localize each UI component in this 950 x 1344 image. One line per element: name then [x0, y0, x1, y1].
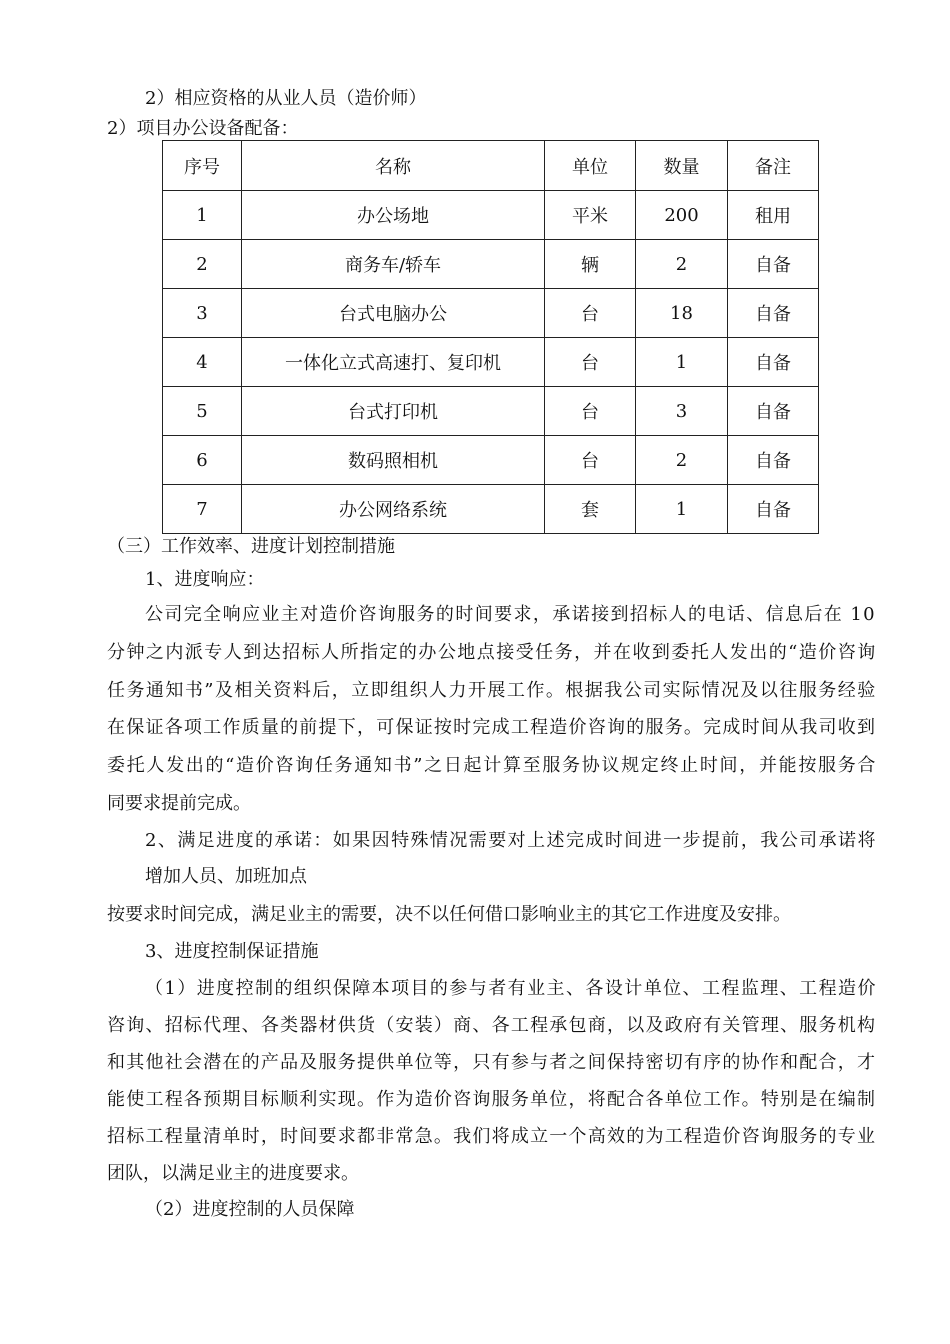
cell-quantity: 18 — [636, 289, 728, 338]
table-row — [163, 485, 819, 534]
cell-quantity: 1 — [636, 338, 728, 387]
equipment-table — [162, 140, 819, 534]
cell-name: 台式电脑办公 — [242, 289, 545, 338]
paragraph-line: 和其他社会潜在的产品及服务提供单位等，只有参与者之间保持密切有序的协作和配合，才 — [107, 1052, 877, 1073]
cell-index: 4 — [163, 338, 242, 387]
cell-unit: 套 — [545, 485, 636, 534]
paragraph-line: 同要求提前完成。 — [107, 793, 251, 814]
table-header-row — [163, 141, 819, 191]
subheading-response: 1、进度响应： — [145, 569, 265, 590]
cell-remark: 自备 — [728, 289, 819, 338]
cell-name: 办公网络系统 — [242, 485, 545, 534]
cell-remark: 自备 — [728, 338, 819, 387]
paragraph-line: 增加人员、加班加点 — [145, 866, 307, 887]
paragraph-line: （1）进度控制的组织保障本项目的参与者有业主、各设计单位、工程监理、工程造价 — [145, 978, 877, 999]
cell-index: 7 — [163, 485, 242, 534]
table-row — [163, 240, 819, 289]
cell-name: 数码照相机 — [242, 436, 545, 485]
cell-quantity: 2 — [636, 436, 728, 485]
cell-remark: 自备 — [728, 387, 819, 436]
header-quantity: 数量 — [636, 141, 728, 191]
heading-staff: 2）相应资格的从业人员（造价师） — [145, 88, 427, 109]
cell-quantity: 2 — [636, 240, 728, 289]
cell-name: 台式打印机 — [242, 387, 545, 436]
paragraph-line: 委托人发出的“造价咨询任务通知书”之日起计算至服务协议规定终止时间，并能按服务合 — [107, 755, 878, 776]
cell-name: 一体化立式高速打、复印机 — [242, 338, 545, 387]
cell-unit: 台 — [545, 387, 636, 436]
section-heading: （三）工作效率、进度计划控制措施 — [107, 536, 395, 557]
table-row — [163, 387, 819, 436]
header-unit: 单位 — [545, 141, 636, 191]
cell-index: 3 — [163, 289, 242, 338]
cell-quantity: 1 — [636, 485, 728, 534]
table-row — [163, 338, 819, 387]
paragraph-line: 分钟之内派专人到达招标人所指定的办公地点接受任务，并在收到委托人发出的“造价咨询 — [107, 642, 877, 663]
cell-unit: 台 — [545, 436, 636, 485]
cell-quantity: 200 — [636, 191, 728, 240]
subheading-measures: 3、进度控制保证措施 — [145, 941, 319, 962]
header-index: 序号 — [163, 141, 242, 191]
cell-unit: 辆 — [545, 240, 636, 289]
paragraph-line: 招标工程量清单时，时间要求都非常急。我们将成立一个高效的为工程造价咨询服务的专业 — [107, 1126, 877, 1147]
cell-remark: 自备 — [728, 485, 819, 534]
table-row — [163, 191, 819, 240]
cell-index: 1 — [163, 191, 242, 240]
paragraph-line: 按要求时间完成，满足业主的需要，决不以任何借口影响业主的其它工作进度及安排。 — [107, 904, 791, 925]
cell-name: 办公场地 — [242, 191, 545, 240]
cell-unit: 平米 — [545, 191, 636, 240]
table-row — [163, 436, 819, 485]
heading-equipment: 2）项目办公设备配备： — [107, 118, 299, 139]
paragraph-line: 在保证各项工作质量的前提下，可保证按时完成工程造价咨询的服务。完成时间从我司收到 — [107, 717, 877, 738]
cell-index: 5 — [163, 387, 242, 436]
cell-remark: 租用 — [728, 191, 819, 240]
paragraph-line: 任务通知书”及相关资料后，立即组织人力开展工作。根据我公司实际情况及以往服务经验 — [107, 680, 877, 701]
cell-unit: 台 — [545, 289, 636, 338]
cell-name: 商务车/轿车 — [242, 240, 545, 289]
table-row — [163, 289, 819, 338]
paragraph-line: 团队，以满足业主的进度要求。 — [107, 1163, 359, 1184]
paragraph-line: 公司完全响应业主对造价咨询服务的时间要求，承诺接到招标人的电话、信息后在 10 — [145, 604, 877, 625]
paragraph-line: 能使工程各预期目标顺利实现。作为造价咨询服务单位，将配合各单位工作。特别是在编制 — [107, 1089, 877, 1110]
cell-index: 2 — [163, 240, 242, 289]
cell-remark: 自备 — [728, 436, 819, 485]
subheading-staffing: （2）进度控制的人员保障 — [145, 1199, 355, 1220]
header-remark: 备注 — [728, 141, 819, 191]
paragraph-line: 2、满足进度的承诺：如果因特殊情况需要对上述完成时间进一步提前，我公司承诺将 — [145, 830, 877, 851]
cell-unit: 台 — [545, 338, 636, 387]
cell-index: 6 — [163, 436, 242, 485]
header-name: 名称 — [242, 141, 545, 191]
cell-quantity: 3 — [636, 387, 728, 436]
paragraph-line: 咨询、招标代理、各类器材供货（安装）商、各工程承包商，以及政府有关管理、服务机构 — [107, 1015, 877, 1036]
cell-remark: 自备 — [728, 240, 819, 289]
